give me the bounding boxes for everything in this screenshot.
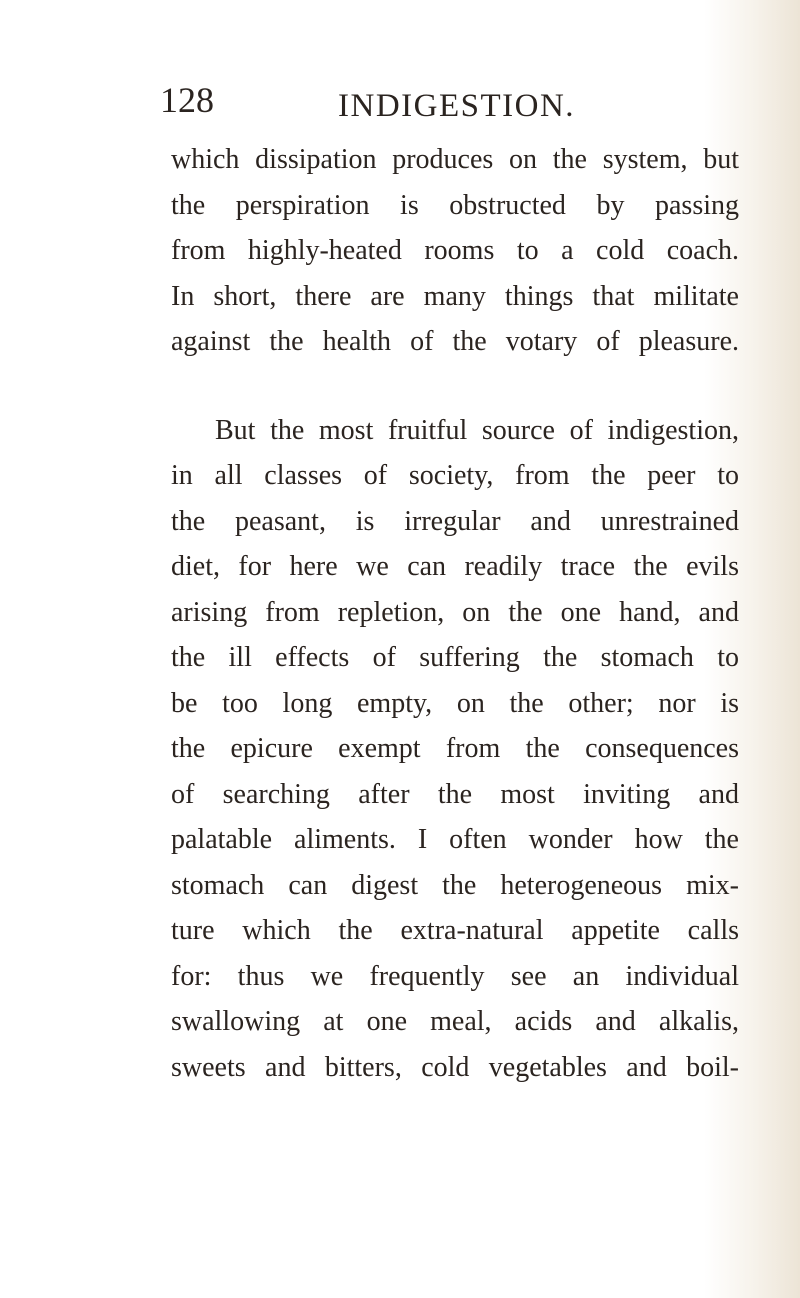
text-line: arising from repletion, on the one hand, and bbox=[171, 596, 739, 628]
body-text bbox=[171, 137, 739, 1090]
text-line: In short, there are many things that militate bbox=[171, 280, 739, 312]
page-number: 128 bbox=[160, 80, 214, 120]
text-line: be too long empty, on the other; nor is bbox=[171, 687, 739, 719]
text-line: sweets and bitters, cold vegetables and boil- bbox=[171, 1051, 739, 1083]
text-line: the perspiration is obstructed by passing bbox=[171, 189, 739, 221]
text-line: palatable aliments. I often wonder how the bbox=[171, 824, 739, 855]
text-line: But the most fruitful source of indigestion, bbox=[215, 414, 739, 446]
running-title: INDIGESTION. bbox=[338, 88, 576, 124]
text-line: swallowing at one meal, acids and alkalis, bbox=[171, 1006, 739, 1037]
text-line: for: thus we frequently see an individual bbox=[171, 960, 739, 992]
paragraph-2 bbox=[171, 408, 739, 1091]
text-line: which dissipation produces on the system, but bbox=[171, 144, 739, 175]
text-line: the ill effects of suffering the stomach to bbox=[171, 642, 739, 673]
text-line: diet, for here we can readily trace the evils bbox=[171, 551, 739, 582]
text-line: stomach can digest the heterogeneous mix- bbox=[171, 869, 739, 901]
text-line: in all classes of society, from the peer to bbox=[171, 460, 739, 491]
paragraph-1 bbox=[171, 137, 739, 365]
text-line: from highly-heated rooms to a cold coach. bbox=[171, 235, 739, 266]
text-line: ture which the extra-natural appetite calls bbox=[171, 915, 739, 946]
text-line: the epicure exempt from the consequences bbox=[171, 733, 739, 764]
text-line: the peasant, is irregular and unrestrained bbox=[171, 505, 739, 537]
text-line: against the health of the votary of pleasure. bbox=[171, 326, 739, 357]
text-line: of searching after the most inviting and bbox=[171, 778, 739, 810]
